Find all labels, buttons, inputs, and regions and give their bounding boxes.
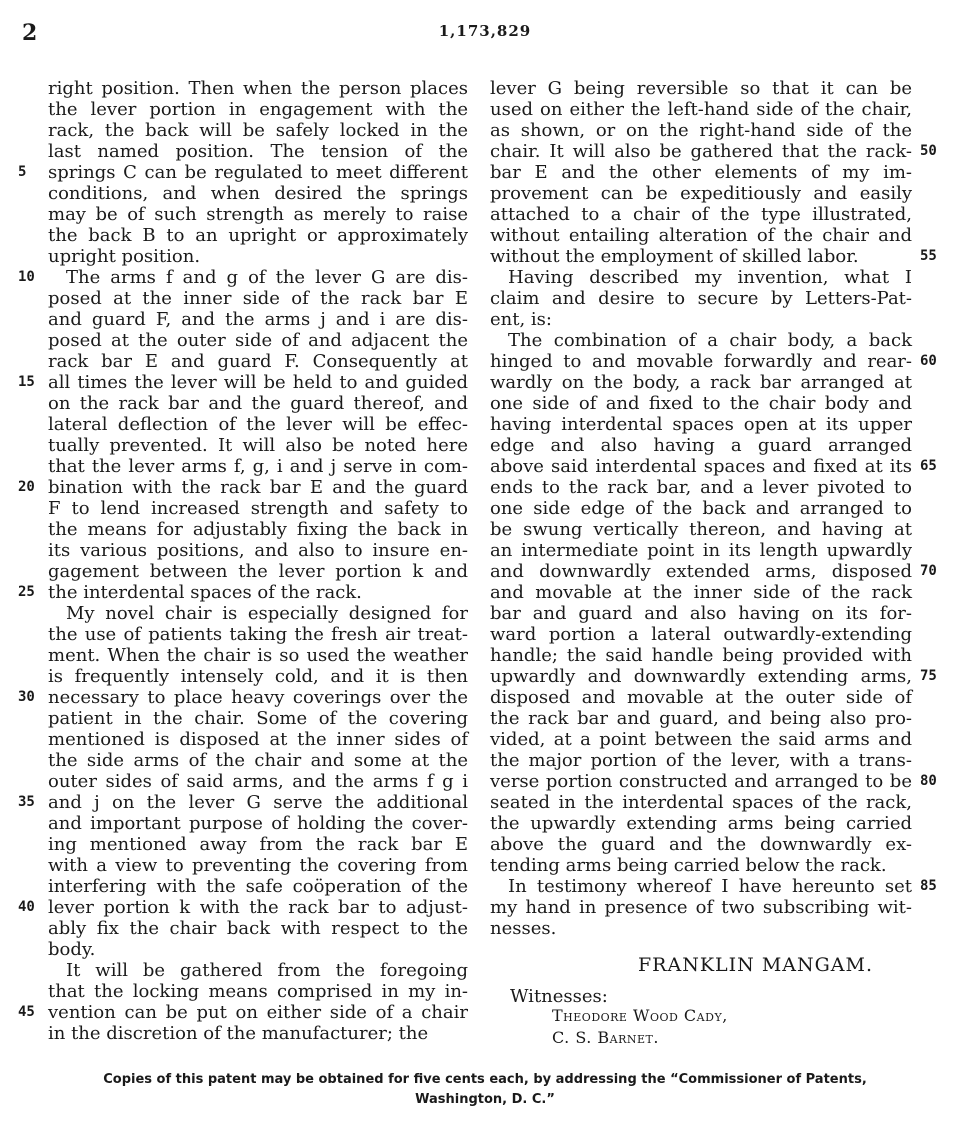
text-line: having interdental spaces open at its upper	[490, 414, 912, 435]
text-line: and j on the lever G serve the additional	[48, 792, 468, 813]
patent-number: 1,173,829	[438, 22, 532, 40]
text-line: Having described my invention, what I	[508, 267, 912, 288]
text-line: above the guard and the downwardly ex-	[490, 834, 912, 855]
text-line: nesses.	[490, 918, 557, 939]
text-line: bar E and the other elements of my im-	[490, 162, 912, 183]
line-number: 45	[18, 1004, 35, 1020]
text-line: rack, the back will be safely locked in the	[48, 120, 468, 141]
text-line: and movable at the inner side of the rack	[490, 582, 912, 603]
text-line: that the locking means comprised in my in-	[48, 981, 468, 1002]
left-text-column	[48, 78, 468, 1044]
text-line: ment. When the chair is so used the weather	[48, 645, 468, 666]
text-line: conditions, and when desired the springs	[48, 183, 468, 204]
line-number: 80	[920, 773, 937, 789]
text-line: its various positions, and also to insure en-	[48, 540, 468, 561]
right-text-column	[490, 78, 912, 939]
text-line: one side edge of the back and arranged to	[490, 498, 912, 519]
text-line: ably fix the chair back with respect to the	[48, 918, 468, 939]
text-line: and important purpose of holding the cover-	[48, 813, 468, 834]
text-line: lever G being reversible so that it can be	[490, 78, 912, 99]
text-line: lever portion k with the rack bar to adjust-	[48, 897, 468, 918]
text-line: vention can be put on either side of a chair	[48, 1002, 468, 1023]
witness-name: Theodore Wood Cady,	[552, 1006, 728, 1025]
text-line: in the discretion of the manufacturer; the	[48, 1023, 429, 1044]
text-line: rack bar E and guard F. Consequently at	[48, 351, 468, 372]
footer-line: Washington, D. C.”	[415, 1092, 555, 1107]
text-line: tually prevented. It will also be noted here	[48, 435, 468, 456]
text-line: interfering with the safe coöperation of the	[48, 876, 468, 897]
text-line: In testimony whereof I have hereunto set	[508, 876, 912, 897]
text-line: F to lend increased strength and safety to	[48, 498, 468, 519]
footer-line: Copies of this patent may be obtained for five cents each, by addressing the “Commissioner of Patents,	[103, 1072, 867, 1087]
text-line: the side arms of the chair and some at the	[48, 750, 468, 771]
text-line: an intermediate point in its length upwardly	[490, 540, 912, 561]
text-line: the interdental spaces of the rack.	[48, 582, 362, 603]
text-line: body.	[48, 939, 96, 960]
line-number: 30	[18, 689, 35, 705]
line-number: 75	[920, 668, 937, 684]
text-line: on the rack bar and the guard thereof, and	[48, 393, 468, 414]
line-number: 20	[18, 479, 35, 495]
text-line: used on either the left-hand side of the chair,	[490, 99, 912, 120]
text-line: that the lever arms f, g, i and j serve in com-	[48, 456, 468, 477]
line-number: 25	[18, 584, 35, 600]
line-number: 60	[920, 353, 937, 369]
text-line: chair. It will also be gathered that the rack-	[490, 141, 912, 162]
text-line: necessary to place heavy coverings over the	[48, 687, 468, 708]
text-line: be swung vertically thereon, and having at	[490, 519, 912, 540]
text-line: and downwardly extended arms, disposed	[490, 561, 912, 582]
text-line: the rack bar and guard, and being also pro-	[490, 708, 912, 729]
text-line: is frequently intensely cold, and it is then	[48, 666, 468, 687]
line-number: 55	[920, 248, 937, 264]
text-line: posed at the inner side of the rack bar E	[48, 288, 468, 309]
text-line: my hand in presence of two subscribing wit-	[490, 897, 912, 918]
text-line: seated in the interdental spaces of the rack,	[490, 792, 912, 813]
text-line: bination with the rack bar E and the guard	[48, 477, 468, 498]
text-line: upwardly and downwardly extending arms,	[490, 666, 912, 687]
text-line: above said interdental spaces and fixed at its	[490, 456, 912, 477]
text-line: the upwardly extending arms being carried	[490, 813, 912, 834]
text-line: bar and guard and also having on its for-	[490, 603, 912, 624]
text-line: may be of such strength as merely to raise	[48, 204, 468, 225]
text-line: The arms f and g of the lever G are dis-	[66, 267, 468, 288]
text-line: attached to a chair of the type illustrated,	[490, 204, 912, 225]
line-number: 40	[18, 899, 35, 915]
text-line: wardly on the body, a rack bar arranged at	[490, 372, 912, 393]
text-line: with a view to preventing the covering from	[48, 855, 468, 876]
text-line: handle; the said handle being provided with	[490, 645, 912, 666]
text-line: the use of patients taking the fresh air treat-	[48, 624, 468, 645]
text-line: right position. Then when the person places	[48, 78, 468, 99]
text-line: without entailing alteration of the chair and	[490, 225, 912, 246]
text-line: ends to the rack bar, and a lever pivoted to	[490, 477, 912, 498]
text-line: upright position.	[48, 246, 201, 267]
line-number: 70	[920, 563, 937, 579]
text-line: My novel chair is especially designed for	[66, 603, 468, 624]
line-number: 35	[18, 794, 35, 810]
text-line: springs C can be regulated to meet different	[48, 162, 468, 183]
text-line: the major portion of the lever, with a trans-	[490, 750, 912, 771]
text-line: patient in the chair. Some of the covering	[48, 708, 468, 729]
text-line: one side of and fixed to the chair body and	[490, 393, 912, 414]
line-number: 65	[920, 458, 937, 474]
text-line: outer sides of said arms, and the arms f g i	[48, 771, 468, 792]
text-line: claim and desire to secure by Letters-Pat-	[490, 288, 912, 309]
text-line: the back B to an upright or approximately	[48, 225, 468, 246]
line-number: 15	[18, 374, 35, 390]
text-line: edge and also having a guard arranged	[490, 435, 912, 456]
line-number: 10	[18, 269, 35, 285]
text-line: ward portion a lateral outwardly-extending	[490, 624, 912, 645]
text-line: ent, is:	[490, 309, 552, 330]
text-line: The combination of a chair body, a back	[508, 330, 912, 351]
witnesses-label: Witnesses:	[510, 986, 608, 1007]
text-line: the lever portion in engagement with the	[48, 99, 468, 120]
witness-name: C. S. Barnet.	[552, 1028, 659, 1047]
text-line: verse portion constructed and arranged to be	[490, 771, 912, 792]
text-line: tending arms being carried below the rack.	[490, 855, 887, 876]
text-line: ing mentioned away from the rack bar E	[48, 834, 468, 855]
inventor-signature: FRANKLIN MANGAM.	[638, 954, 874, 976]
text-line: and guard F, and the arms j and i are dis-	[48, 309, 468, 330]
text-line: It will be gathered from the foregoing	[66, 960, 468, 981]
text-line: hinged to and movable forwardly and rear-	[490, 351, 912, 372]
line-number: 50	[920, 143, 937, 159]
line-number: 85	[920, 878, 937, 894]
text-line: lateral deflection of the lever will be effec-	[48, 414, 468, 435]
text-line: mentioned is disposed at the inner sides of	[48, 729, 468, 750]
text-line: last named position. The tension of the	[48, 141, 468, 162]
text-line: posed at the outer side of and adjacent the	[48, 330, 468, 351]
text-line: all times the lever will be held to and guided	[48, 372, 468, 393]
text-line: without the employment of skilled labor.	[490, 246, 859, 267]
text-line: as shown, or on the right-hand side of the	[490, 120, 912, 141]
text-line: vided, at a point between the said arms and	[490, 729, 912, 750]
line-number: 5	[18, 164, 27, 180]
text-line: provement can be expeditiously and easily	[490, 183, 912, 204]
text-line: the means for adjustably fixing the back in	[48, 519, 468, 540]
text-line: disposed and movable at the outer side of	[490, 687, 912, 708]
page-number: 2	[22, 20, 38, 46]
text-line: gagement between the lever portion k and	[48, 561, 468, 582]
footer-notice	[0, 1070, 970, 1110]
